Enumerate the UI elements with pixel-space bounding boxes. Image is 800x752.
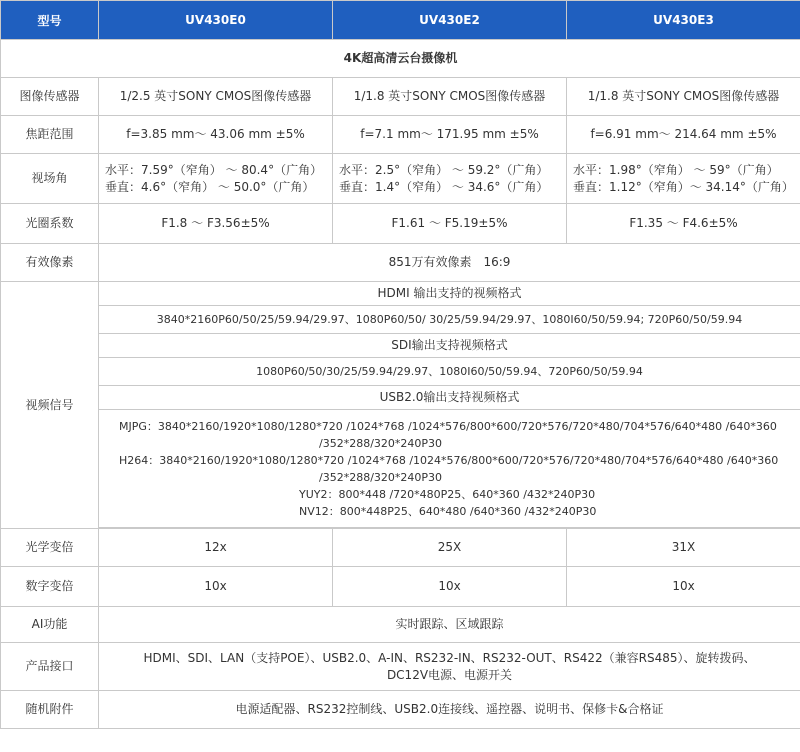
label-fov: 视场角 [1,154,99,204]
sensor-e2: 1/1.8 英寸SONY CMOS图像传感器 [333,78,567,116]
row-video-hdmi-formats [1,306,800,334]
row-fov [1,154,800,204]
row-video-usb-formats [1,410,800,528]
aperture-e0: F1.8 ～ F3.56±5% [99,204,333,244]
table-subtitle: 4K超高清云台摄像机 [1,40,800,78]
usb-nv12: NV12：800*448P25、640*480 /640*360 /432*240P30 [299,504,597,518]
hdmi-title: HDMI 输出支持的视频格式 [99,282,800,306]
usb-h264-line1: H264：3840*2160/1920*1080/1280*720 /1024*768 /1024*576/800*600/720*576/720*480/704*576/640*480 /640*360 [119,453,779,467]
usb-title: USB2.0输出支持视频格式 [99,386,800,410]
row-aperture [1,204,800,244]
focal-e0: f=3.85 mm～ 43.06 mm ±5% [99,116,333,154]
optical-zoom-e2: 25X [333,529,567,567]
focal-e3: f=6.91 mm～ 214.64 mm ±5% [567,116,800,154]
row-focal [1,116,800,154]
row-pixels [1,244,800,282]
accessories-value: 电源适配器、RS232控制线、USB2.0连接线、遥控器、说明书、保修卡&合格证 [99,691,800,729]
fov-e3-vertical: 垂直：1.12°（窄角）～ 34.14°（广角） [573,179,794,194]
row-interface [1,643,800,691]
aperture-e2: F1.61 ～ F5.19±5% [333,204,567,244]
usb-mjpg-line1: MJPG：3840*2160/1920*1080/1280*720 /1024*768 /1024*576/800*600/720*576/720*480/704*576/640*480 /640*360 [119,419,777,433]
label-digital-zoom: 数字变倍 [1,567,99,607]
subtitle-row [1,40,800,78]
fov-e2 [333,154,567,204]
label-focal: 焦距范围 [1,116,99,154]
label-ai: AI功能 [1,607,99,643]
fov-e0-vertical: 垂直：4.6°（窄角） ～ 50.0°（广角） [105,179,315,194]
row-accessories [1,691,800,729]
label-aperture: 光圈系数 [1,204,99,244]
label-interface: 产品接口 [1,643,99,691]
usb-mjpg-line2: /352*288/320*240P30 [319,436,443,450]
usb-formats [99,410,800,528]
row-ai [1,607,800,643]
label-optical-zoom: 光学变倍 [1,529,99,567]
hdmi-formats: 3840*2160P60/50/25/59.94/29.97、1080P60/50/ 30/25/59.94/29.97、1080I60/50/59.94; 720P60/50/59.94 [99,306,800,334]
interface-value [99,643,800,691]
usb-h264-line2: /352*288/320*240P30 [319,470,443,484]
fov-e2-horizontal: 水平：2.5°（窄角） ～ 59.2°（广角） [339,162,549,177]
label-video: 视频信号 [1,282,99,529]
row-video-hdmi-title [1,282,800,306]
ai-value: 实时跟踪、区域跟踪 [99,607,800,643]
digital-zoom-e2: 10x [333,567,567,607]
optical-zoom-e3: 31X [567,529,800,567]
focal-e2: f=7.1 mm～ 171.95 mm ±5% [333,116,567,154]
row-video-sdi-formats [1,358,800,386]
interface-line2: DC12V电源、电源开关 [386,667,513,682]
aperture-e3: F1.35 ～ F4.6±5% [567,204,800,244]
fov-e2-vertical: 垂直：1.4°（窄角） ～ 34.6°（广角） [339,179,549,194]
row-optical-zoom [1,529,800,567]
header-row [1,1,800,40]
pixels-value: 851万有效像素 16:9 [99,244,800,282]
fov-e0 [99,154,333,204]
sdi-formats: 1080P60/50/30/25/59.94/29.97、1080I60/50/59.94、720P60/50/59.94 [99,358,800,386]
sensor-e3: 1/1.8 英寸SONY CMOS图像传感器 [567,78,800,116]
label-sensor: 图像传感器 [1,78,99,116]
header-uv430e2: UV430E2 [333,1,567,40]
row-video-sdi-title [1,334,800,358]
sensor-e0: 1/2.5 英寸SONY CMOS图像传感器 [99,78,333,116]
header-uv430e3: UV430E3 [567,1,800,40]
sdi-title: SDI输出支持视频格式 [99,334,800,358]
optical-zoom-e0: 12x [99,529,333,567]
usb-yuy2: YUY2：800*448 /720*480P25、640*360 /432*240P30 [299,487,596,501]
fov-e3 [567,154,800,204]
label-pixels: 有效像素 [1,244,99,282]
interface-line1: HDMI、SDI、LAN（支持POE）、USB2.0、A-IN、RS232-IN、RS232-OUT、RS422（兼容RS485）、旋转拨码、 [143,650,756,665]
header-model: 型号 [1,1,99,40]
header-uv430e0: UV430E0 [99,1,333,40]
label-accessories: 随机附件 [1,691,99,729]
fov-e3-horizontal: 水平：1.98°（窄角） ～ 59°（广角） [573,162,779,177]
row-digital-zoom [1,567,800,607]
digital-zoom-e3: 10x [567,567,800,607]
digital-zoom-e0: 10x [99,567,333,607]
row-video-usb-title [1,386,800,410]
row-sensor [1,78,800,116]
fov-e0-horizontal: 水平：7.59°（窄角） ～ 80.4°（广角） [105,162,323,177]
